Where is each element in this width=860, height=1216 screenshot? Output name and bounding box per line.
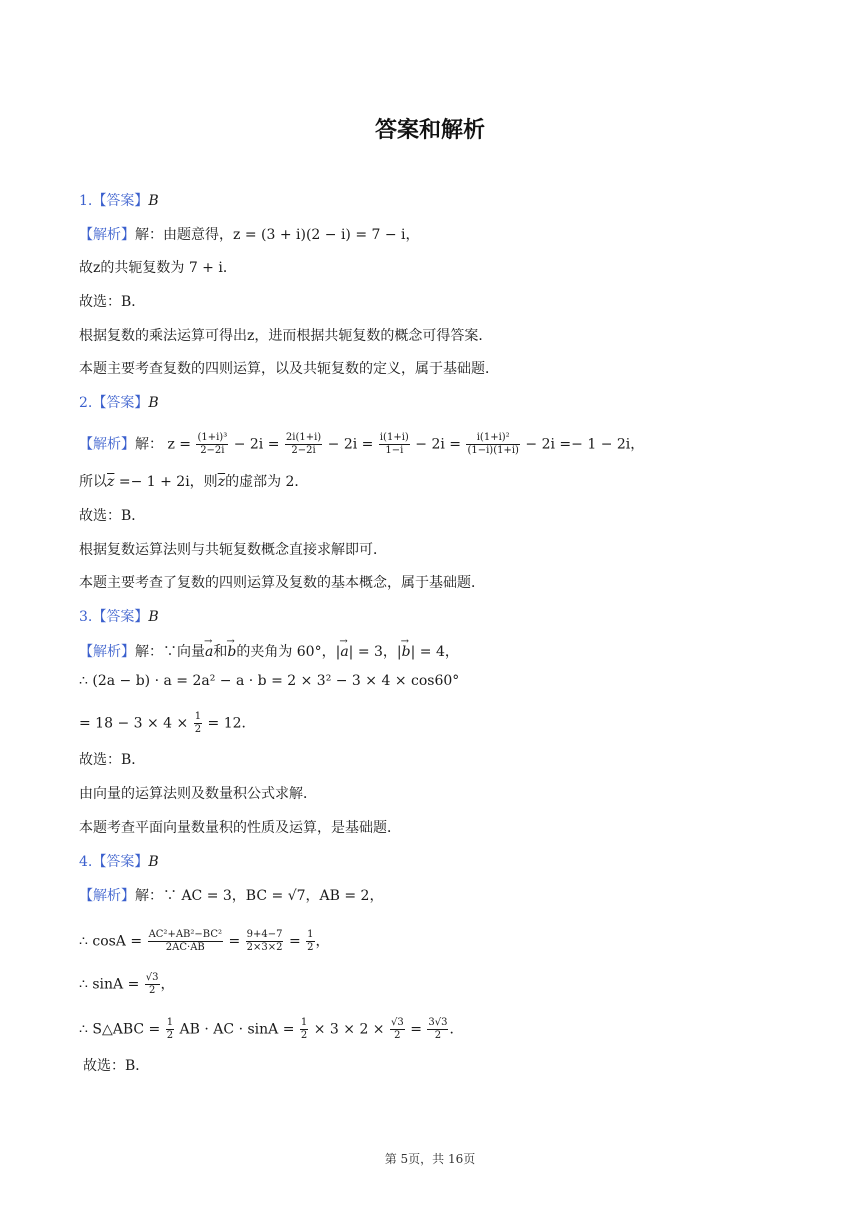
vector-a: → a	[205, 642, 213, 662]
q4-given: ∵ AC = 3，BC = √7，AB = 2，	[163, 888, 384, 904]
q4-sin-fraction: $\frac{√3}{2}$	[145, 972, 159, 996]
solution-label: 解：	[135, 644, 163, 660]
q3-step-2: ∴ (2a − b) · a = 2a² − a · b = 2 × 3² − 3 × 4 × cos60°	[79, 673, 460, 689]
q2-z: z =	[167, 436, 192, 453]
q4-cos-fraction-1: $\frac{\text{AC²+AB²−BC²}}{2AC\cdot AB}$	[148, 929, 222, 953]
q1-answer-line	[79, 191, 159, 211]
q1-choice: 故选：B．	[79, 294, 146, 310]
q3-half: $\frac{1}{2}$	[194, 711, 202, 735]
answer-tag: 【答案】	[92, 395, 149, 411]
q2-analysis-line	[79, 432, 644, 457]
q1-summary: 本题主要考查复数的四则运算，以及共轭复数的定义，属于基础题．	[79, 361, 499, 377]
solution-label: 解：	[135, 436, 163, 453]
q1-number: 1.	[79, 193, 93, 209]
q1-method: 根据复数的乘法运算可得出z，进而根据共轭复数的概念可得答案．	[79, 328, 493, 344]
answer-tag: 【答案】	[92, 854, 149, 870]
q4-answer: B	[148, 854, 159, 870]
q1-step-2: 故z的共轭复数为 7 + i．	[79, 260, 237, 276]
q2-answer-line	[79, 393, 159, 413]
q1-analysis-line	[79, 225, 420, 245]
q3-answer-line	[79, 607, 159, 627]
solution-label: 解：	[135, 227, 163, 243]
q1-step-1: 由题意得，z = (3 + i)(2 − i) = 7 − i，	[163, 227, 420, 243]
answer-tag: 【答案】	[92, 193, 149, 209]
answer-tag: 【答案】	[92, 609, 149, 625]
q2-term-2: − 2i =	[327, 436, 374, 453]
q2-term-3: − 2i =	[415, 436, 462, 453]
q4-area-fraction-2: $\frac{1}{2}$	[300, 1017, 308, 1041]
vector-b: → b	[227, 642, 236, 662]
q3-analysis-line: 【解析】解：∵向量→ a和→ b的夹角为 60°，|→ a| = 3，|→ b| = 4，	[79, 642, 459, 662]
page-title: 答案和解析	[374, 118, 485, 143]
q4-number: 4.	[79, 854, 93, 870]
q4-choice: 故选：B．	[83, 1058, 150, 1074]
q3-summary: 本题考查平面向量数量积的性质及运算，是基础题．	[79, 820, 401, 836]
q2-number: 2.	[79, 395, 93, 411]
z-conjugate: $\overline{z}$	[217, 474, 226, 490]
page-footer: 第 5页，共 16页	[384, 1152, 476, 1166]
vector-b: → b	[402, 642, 411, 662]
q2-answer: B	[148, 395, 159, 411]
q2-term-1: − 2i =	[233, 436, 280, 453]
q2-method: 根据复数运算法则与共轭复数概念直接求解即可．	[79, 542, 387, 558]
q2-choice: 故选：B．	[79, 508, 146, 524]
analysis-tag: 【解析】	[79, 644, 135, 660]
q3-choice: 故选：B．	[79, 752, 146, 768]
analysis-tag: 【解析】	[79, 227, 135, 243]
q2-term-4: − 2i =− 1 − 2i，	[525, 436, 645, 453]
q3-answer: B	[148, 609, 159, 625]
q4-cos-fraction-2: $\frac{9+4-7}{2\times 3\times 2}$	[246, 929, 283, 953]
z-conjugate: $\overline{z}$	[107, 474, 115, 490]
q2-fraction-4: $\frac{\text{i(1+i)²}}{(1-i)(1+i)}$	[467, 432, 519, 456]
q4-area-fraction-1: $\frac{1}{2}$	[166, 1017, 174, 1041]
q4-area-fraction-3: $\frac{√3}{2}$	[391, 1017, 404, 1041]
q4-cos-fraction-3: $\frac{1}{2}$	[307, 929, 314, 953]
analysis-tag: 【解析】	[79, 888, 135, 904]
q4-area-fraction-4: $\frac{3√3}{2}$	[428, 1017, 448, 1041]
q2-fraction-1: $\frac{\text{(1+i)³}}{2-2i}$	[197, 432, 228, 456]
q2-summary: 本题主要考查了复数的四则运算及复数的基本概念，属于基础题．	[79, 575, 485, 591]
q4-answer-line	[79, 852, 159, 872]
q4-sin-line: ∴ sinA = $\frac{√3}{2}$ ，	[79, 972, 175, 996]
q4-analysis-line	[79, 886, 383, 906]
q3-step-3: = 18 − 3 × 4 × $\frac{1}{2}$ = 12．	[79, 711, 256, 735]
solution-label: 解：	[135, 888, 163, 904]
analysis-tag: 【解析】	[79, 436, 135, 453]
q3-method: 由向量的运算法则及数量积公式求解．	[79, 786, 317, 802]
q1-answer: B	[148, 193, 159, 209]
vector-a: → a	[340, 642, 348, 662]
q2-fraction-2: $\frac{2i(1+i)}{2-2i}$	[285, 432, 322, 456]
q3-number: 3.	[79, 609, 93, 625]
q2-fraction-3: $\frac{i(1+i)}{1-i}$	[379, 432, 409, 456]
q2-conclusion: 所以$\overline{z} =- 1 + 2i$，则$\overline{z}$的虚部为 2．	[79, 474, 309, 490]
q4-area-line: ∴ S△ABC = $\frac{1}{2}$ AB · AC · sinA = $\frac{1}{2}$ × 3 × 2 × $\frac{√3}{2}$ = $\frac{3√3}{2}$ ．	[79, 1017, 464, 1041]
q4-cos-line: ∴ cosA = $\frac{\text{AC²+AB²−BC²}}{2AC\cdot AB}$ = $\frac{9+4-7}{2\times 3\times 2}$ = $\frac{1}{2}$ ，	[79, 929, 330, 953]
